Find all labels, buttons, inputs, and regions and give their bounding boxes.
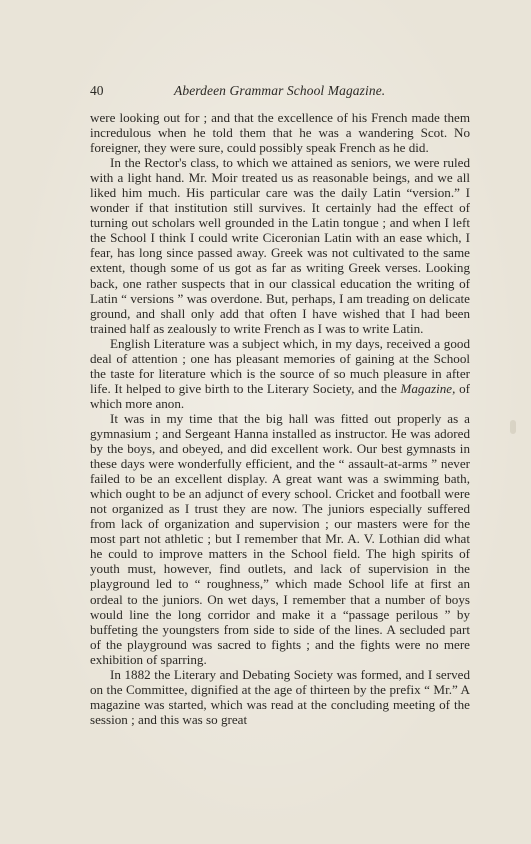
paragraph-gymnasium: It was in my time that the big hall was fitted out properly as a gymnasium ; and Sergeant Hanna installed as instructor. He was adored by the boys, and obeyed, and did excellent work. Our best gymnasts in these days were wonderfully efficient, and the “ assault-at-arms ” never failed to be an excellent display. A great want was a swimming bath, which ought to be an adjunct of every school. Cricket and football were not organized as I trust they are now. The juniors especially suffered from lack of organization and supervision ; our masters were for the most part not athletic ; but I remember that Mr. A. V. Lothian did what he could to improve matters in the School field. The high spirits of youth must, however, find outlets, and lack of supervision in the playground led to “ roughness,” which made School life at first an ordeal to the juniors. On wet days, I remember that a number of boys would line the long corridor and make it a “passage perilous ” by buffeting the youngsters from side to side of the lines. A secluded part of the playground was sacred to fights ; and the fights were no mere exhibition of sparring. [90, 410, 470, 667]
page-header [90, 83, 470, 103]
body-text [90, 110, 470, 727]
paragraph-text-segment: English Literature was a subject which, in my days, received a good deal of attention ; one has pleasant memories of gaining at the School the taste for literature which is the source of so much pleasure in after life. It helped to give birth to the Literary Society, and the [90, 335, 470, 396]
page-number: 40 [90, 83, 104, 98]
paragraph-text-segment: of which more anon. [90, 380, 471, 411]
paragraph-continuation: were looking out for ; and that the excellence of his French made them incredulous when he told them that he was a wandering Scot. No foreigner, they were sure, could possibly speak French as he did. [90, 110, 470, 156]
paper-speck [510, 420, 516, 434]
running-title: Aberdeen Grammar School Magazine. [174, 83, 386, 98]
paragraph-rectors-class: In the Rector's class, to which we attained as seniors, we were ruled with a light hand. Mr. Moir treated us as reasonable beings, and we all liked him much. His particular care was the daily Latin “version.” I wonder if that institution still survives. It certainly had the effect of turning out scholars well grounded in the Latin tongue ; and when I left the School I think I could write Ciceronian Latin with an ease which, I fear, has long since passed away. Greek was not cultivated to the same extent, though some of us got as far as writing Greek verses. Looking back, one rather suspects that in our classical education the writing of Latin “ versions ” was overdone. But, perhaps, I am treading on delicate ground, and shall only add that often I have wished that I had been trained half as zealously to write French as I was to write Latin. [90, 155, 470, 336]
paragraph-english-literature [90, 336, 470, 411]
paragraph-debating-society: In 1882 the Literary and Debating Society was formed, and I served on the Committee, dignified at the age of thirteen by the prefix “ Mr.” A magazine was started, which was read at the concluding meeting of the session ; and this was so great [90, 666, 470, 727]
magazine-emphasis: Magazine, [400, 380, 456, 396]
